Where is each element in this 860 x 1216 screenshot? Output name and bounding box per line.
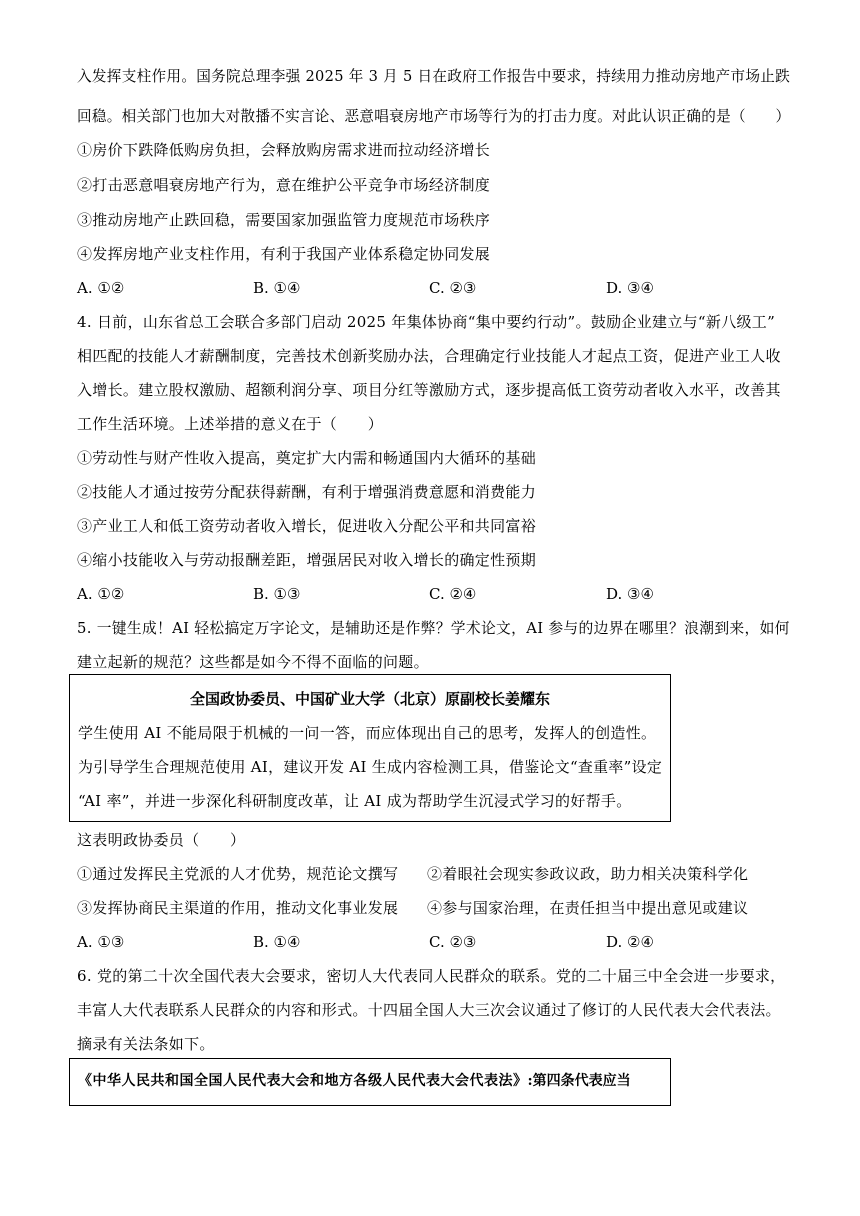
q4-statement-4: ④缩小技能收入与劳动报酬差距，增强居民对收入增长的确定性预期 [77, 551, 537, 569]
q3-option-d[interactable]: D. ③④ [606, 279, 654, 297]
q3-option-c[interactable]: C. ②③ [429, 279, 477, 297]
q3-statement-3: ③推动房地产止跌回稳，需要国家加强监管力度规范市场秩序 [77, 211, 491, 229]
q4-stem-line-4: 工作生活环境。上述举措的意义在于（ ） [77, 415, 384, 433]
q5-box-line-1: 学生使用 AI 不能局限于机械的一问一答，而应体现出自己的思考，发挥人的创造性。 [78, 724, 657, 742]
q5-statement-4: ④参与国家治理，在责任担当中提出意见或建议 [427, 899, 749, 917]
q5-statement-3: ③发挥协商民主渠道的作用，推动文化事业发展 [77, 899, 399, 917]
q5-stem-line-2: 建立起新的规范？这些都是如今不得不面临的问题。 [77, 653, 429, 671]
q5-statement-1: ①通过发挥民主党派的人才优势，规范论文撰写 [77, 865, 399, 883]
q4-option-c[interactable]: C. ②④ [429, 585, 477, 603]
q6-stem-line-2: 丰富人大代表联系人民群众的内容和形式。十四届全国人大三次会议通过了修订的人民代表大会代表法。 [77, 1001, 781, 1019]
q5-stem-line-1: 5. 一键生成！AI 轻松搞定万字论文，是辅助还是作弊？学术论文，AI 参与的边界在哪里？浪潮到来，如何 [77, 619, 790, 637]
q4-option-a[interactable]: A. ①② [77, 585, 125, 603]
q3-option-a[interactable]: A. ①② [77, 279, 125, 297]
q3-option-b[interactable]: B. ①④ [253, 279, 301, 297]
q4-option-b[interactable]: B. ①③ [253, 585, 301, 603]
q5-question: 这表明政协委员（ ） [77, 831, 246, 849]
q6-stem-line-1: 6. 党的第二十次全国代表大会要求，密切人大代表同人民群众的联系。党的二十届三中全会进一步要求， [77, 967, 786, 985]
q5-box-line-3: “AI 率”，并进一步深化科研制度改革，让 AI 成为帮助学生沉浸式学习的好帮手。 [78, 792, 632, 810]
q4-stem-line-2: 相匹配的技能人才薪酬制度，完善技术创新奖励办法，合理确定行业技能人才起点工资，促进产业工人收 [77, 347, 781, 365]
q5-box-title: 全国政协委员、中国矿业大学（北京）原副校长姜耀东 [189, 690, 550, 708]
q6-law-excerpt [78, 1071, 631, 1091]
q3-stem-line-2: 回稳。相关部门也加大对散播不实言论、恶意唱衰房地产市场等行为的打击力度。对此认识正确的是（ ） [77, 107, 791, 125]
q5-option-b[interactable]: B. ①④ [253, 933, 301, 951]
q6-law-title: 《中华人民共和国全国人民代表大会和地方各级人民代表大会代表法》 [78, 1073, 528, 1089]
q5-statement-2: ②着眼社会现实参政议政，助力相关决策科学化 [427, 865, 749, 883]
q6-law-box [69, 1058, 671, 1106]
q3-statement-1: ①房价下跌降低购房负担，会释放购房需求进而拉动经济增长 [77, 141, 491, 159]
q3-stem-line-1: 入发挥支柱作用。国务院总理李强 2025 年 3 月 5 日在政府工作报告中要求，持续用力推动房地产市场止跌 [77, 67, 791, 85]
q3-statement-2: ②打击恶意唱衰房地产行为，意在维护公平竞争市场经济制度 [77, 176, 491, 194]
q5-option-a[interactable]: A. ①③ [77, 933, 125, 951]
q4-statement-2: ②技能人才通过按劳分配获得薪酬，有利于增强消费意愿和消费能力 [77, 483, 537, 501]
q6-law-text: :第四条代表应当 [527, 1073, 631, 1089]
q5-quote-box [69, 674, 671, 822]
q4-stem-line-3: 入增长。建立股权激励、超额利润分享、项目分红等激励方式，逐步提高低工资劳动者收入水平，改善其 [77, 381, 781, 399]
q5-option-d[interactable]: D. ②④ [606, 933, 654, 951]
q5-box-line-2: 为引导学生合理规范使用 AI，建议开发 AI 生成内容检测工具，借鉴论文“查重率”设定 [78, 758, 663, 776]
q4-stem-line-1: 4. 日前，山东省总工会联合多部门启动 2025 年集体协商“集中要约行动”。鼓励企业建立与“新八级工” [77, 313, 776, 331]
q4-option-d[interactable]: D. ③④ [606, 585, 654, 603]
q4-statement-1: ①劳动性与财产性收入提高，奠定扩大内需和畅通国内大循环的基础 [77, 449, 537, 467]
q6-stem-line-3: 摘录有关法条如下。 [77, 1035, 215, 1053]
q5-option-c[interactable]: C. ②③ [429, 933, 477, 951]
q3-statement-4: ④发挥房地产业支柱作用，有利于我国产业体系稳定协同发展 [77, 245, 491, 263]
q4-statement-3: ③产业工人和低工资劳动者收入增长，促进收入分配公平和共同富裕 [77, 517, 537, 535]
